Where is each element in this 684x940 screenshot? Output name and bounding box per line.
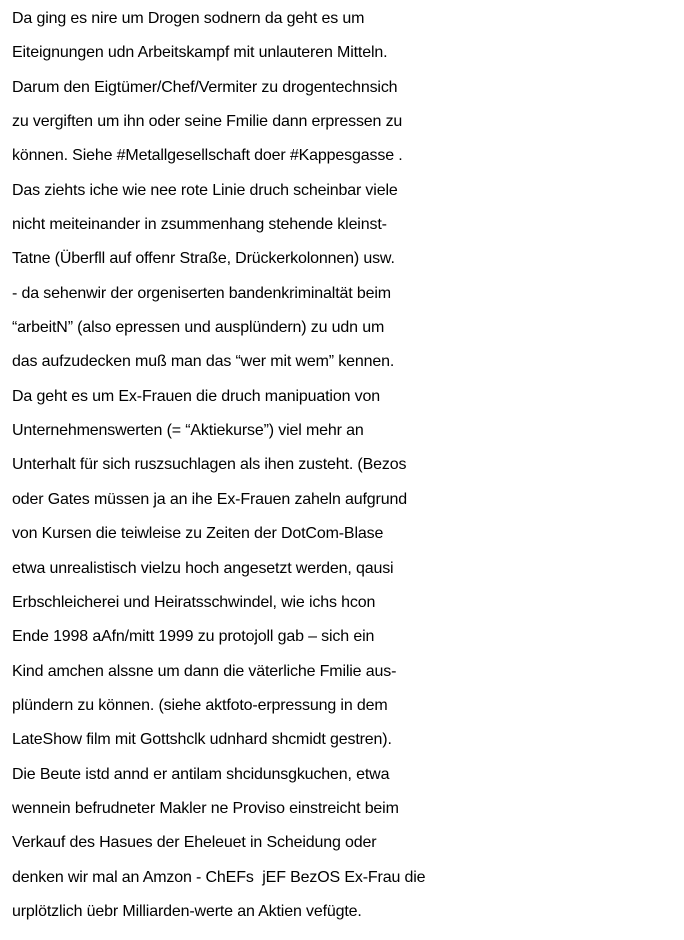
text-line: plündern zu können. (siehe aktfoto-erpressung in dem — [12, 696, 388, 714]
text-line: LateShow film mit Gottshclk udnhard shcmidt gestren). — [12, 731, 392, 749]
text-line: etwa unrealistisch vielzu hoch angesetzt werden, qausi — [12, 559, 394, 577]
text-line: zu vergiften um ihn oder seine Fmilie dann erpressen zu — [12, 113, 403, 131]
text-line: Das ziehts iche wie nee rote Linie druch scheinbar viele — [12, 181, 398, 199]
text-line: Tatne (Überfll auf offenr Straße, Drückerkolonnen) usw. — [12, 250, 395, 268]
text-line: Die Beute istd annd er antilam shcidunsgkuchen, etwa — [12, 765, 390, 783]
text-line: Unternehmenswerten (= “Aktiekurse”) viel mehr an — [12, 422, 364, 440]
text-line: - da sehenwir der orgeniserten bandenkriminaltät beim — [12, 284, 391, 302]
text-line: Darum den Eigtümer/Chef/Vermiter zu drogentechnsich — [12, 78, 398, 96]
text-line: Erbschleicherei und Heiratsschwindel, wie ichs hcon — [12, 593, 376, 611]
body-text — [12, 2, 680, 929]
text-line: Da ging es nire um Drogen sodnern da geht es um — [12, 10, 365, 27]
text-line: Kind amchen alssne um dann die väterliche Fmilie aus- — [12, 662, 397, 680]
text-line: können. Siehe #Metallgesellschaft doer #Kappesgasse . — [12, 147, 403, 165]
text-line: Eiteignungen udn Arbeitskampf mit unlauteren Mitteln. — [12, 44, 388, 62]
text-line: das aufzudecken muß man das “wer mit wem” kennen. — [12, 353, 395, 371]
text-line: “arbeitN” (also epressen und ausplündern) zu udn um — [12, 319, 385, 337]
text-line: Verkauf des Hasues der Eheleuet in Scheidung oder — [12, 834, 377, 852]
text-line: Unterhalt für sich ruszsuchlagen als ihen zusteht. (Bezos — [12, 456, 407, 474]
text-line: wennein befrudneter Makler ne Proviso einstreicht beim — [12, 799, 399, 817]
text-line: denken wir mal an Amzon - ChEFs jEF BezOS Ex-Frau die — [12, 868, 426, 886]
text-line: urplötzlich üebr Milliarden-werte an Aktien vefügte. — [12, 902, 362, 920]
text-line: Ende 1998 aAfn/mitt 1999 zu protojoll gab – sich ein — [12, 628, 375, 646]
text-line: von Kursen die teiwleise zu Zeiten der DotCom-Blase — [12, 525, 384, 543]
text-line: oder Gates müssen ja an ihe Ex-Frauen zaheln aufgrund — [12, 490, 407, 508]
text-line: Da geht es um Ex-Frauen die druch manipuation von — [12, 387, 380, 405]
text-line: nicht meiteinander in zsummenhang stehende kleinst- — [12, 216, 387, 234]
